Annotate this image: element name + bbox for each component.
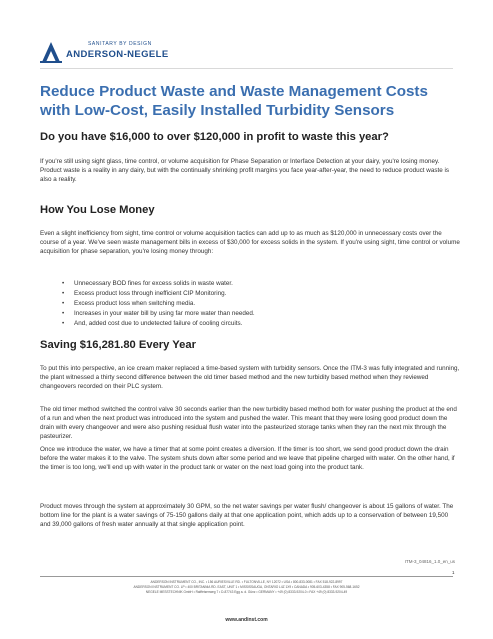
logo-name: ANDERSON-NEGELE — [66, 49, 169, 60]
logo-mark-icon — [40, 40, 62, 64]
bullet-icon: • — [62, 289, 65, 297]
lose-money-paragraph: Even a slight inefficiency from sight, time control or volume acquisition tactics can add up to as much as $120,000 in unnecessary costs over the course of a year. We've seen waste management bills in excess of $30,000 for excess solids in the system. If you're using sight, time control or volume acquisition for phase separation, you're losing money through: — [40, 230, 460, 255]
bullet-text: And, added cost due to undetected failure of cooling circuits. — [74, 319, 243, 327]
cost-bullet-list — [62, 279, 442, 329]
savings-paragraph: To put this into perspective, an ice cream maker replaced a time-based system with turbidity sensors. Once the ITM-3 was fully integrated and running, the plant witnessed a thirty second difference between the old timer based method and the new turbidity based method when they reviewed changeovers recorded on their PLC system. — [40, 365, 460, 390]
savings-paragraph: Once we introduce the water, we have a timer that at some point creates a diversion. If the timer is too short, we send good product down the drain before the water makes it to the valve. The system shuts down after some period and we leave that pipeline charged with water. On the other hand, if the timer is too long, we'll end up with water in the product tank or water on the next load going into the product tank. — [40, 446, 455, 471]
list-item — [62, 319, 442, 329]
header — [0, 0, 493, 84]
savings-paragraph: The old timer method switched the control valve 30 seconds earlier than the new turbidity based method both for water pushing the product at the end of a run and when the next product was introduced into the system and pushed the water. This meant that they were losing good product down the drain with every changeover and were also pushing residual flush water into the pasteurized storage tanks when they ran the next mix through the pasteurizer. — [40, 406, 457, 440]
savings-paragraph: Product moves through the system at approximately 30 GPM, so the net water savings per water flush/ changeover is about 15 gallons of water. The bottom line for the plant is a water savings of 75-150 gallons daily at that one application point, which adds up to a conservation of between 19,500 and 39,000 gallons of fresh water annually at that single application point. — [40, 503, 454, 528]
bullet-icon: • — [62, 280, 65, 287]
section-heading-savings: Saving $16,281.80 Every Year — [40, 339, 196, 351]
footer-address-line: ANDERSON INSTRUMENT CO. LP • 400 BRITANNIA RD. EAST, UNIT 1 • MISSISSAUGA, ONTARIO L4Z 1X9 • CANADA • 905-603-4358 • FAX 905-568-1652 — [133, 585, 360, 589]
list-item — [62, 309, 442, 319]
list-item — [62, 299, 442, 309]
logo-tagline: SANITARY BY DESIGN — [88, 41, 152, 47]
section-heading-lose-money: How You Lose Money — [40, 204, 155, 216]
bullet-icon: • — [62, 299, 65, 307]
page-number: 1 — [452, 570, 455, 575]
document-code: ITM-3_04816_1.0_en_us — [404, 559, 455, 564]
bullet-text: Unnecessary BOD fines for excess solids in waste water. — [74, 280, 233, 287]
document-title: Reduce Product Waste and Waste Management Costs with Low-Cost, Easily Installed Turbidity Sensors — [40, 83, 428, 119]
bullet-text: Excess product loss through inefficient CIP Monitoring. — [74, 289, 227, 297]
website-link[interactable]: www.andinst.com — [225, 617, 268, 623]
bullet-icon: • — [62, 319, 65, 327]
footer-addresses — [60, 580, 433, 595]
company-logo — [40, 40, 169, 70]
header-divider — [40, 68, 453, 69]
footer-address-line: NEGELE MESSTECHNIK GmbH • Raiffeisenweg 7 • D-87743 Egg a. d. Günz • GERMANY • +49 (0) 8333-9204-0 • FAX +49 (0) 8333-9204-49 — [145, 590, 348, 594]
footer-address-line: ANDERSON INSTRUMENT CO., INC. • 156 AURIESVILLE RD. • FULTONVILLE, NY 12072 • USA • 800-833-0081 • FAX 518-922-8997 — [150, 580, 343, 584]
footer-divider — [40, 576, 453, 577]
section-heading-profit: Do you have $16,000 to over $120,000 in profit to waste this year? — [40, 131, 389, 143]
list-item — [62, 279, 442, 289]
bullet-icon: • — [62, 309, 65, 317]
bullet-text: Excess product loss when switching media. — [74, 299, 196, 307]
bullet-text: Increases in your water bill by using far more water than needed. — [74, 309, 255, 317]
list-item — [62, 289, 442, 299]
intro-paragraph: If you're still using sight glass, time control, or volume acquisition for Phase Separation or Interface Detection at your dairy, you're losing money. Product waste is a reality in any dairy, but with the continually shrinking profit margins you face year-after-year, the need to reduce product waste is also a reality. — [40, 158, 450, 183]
